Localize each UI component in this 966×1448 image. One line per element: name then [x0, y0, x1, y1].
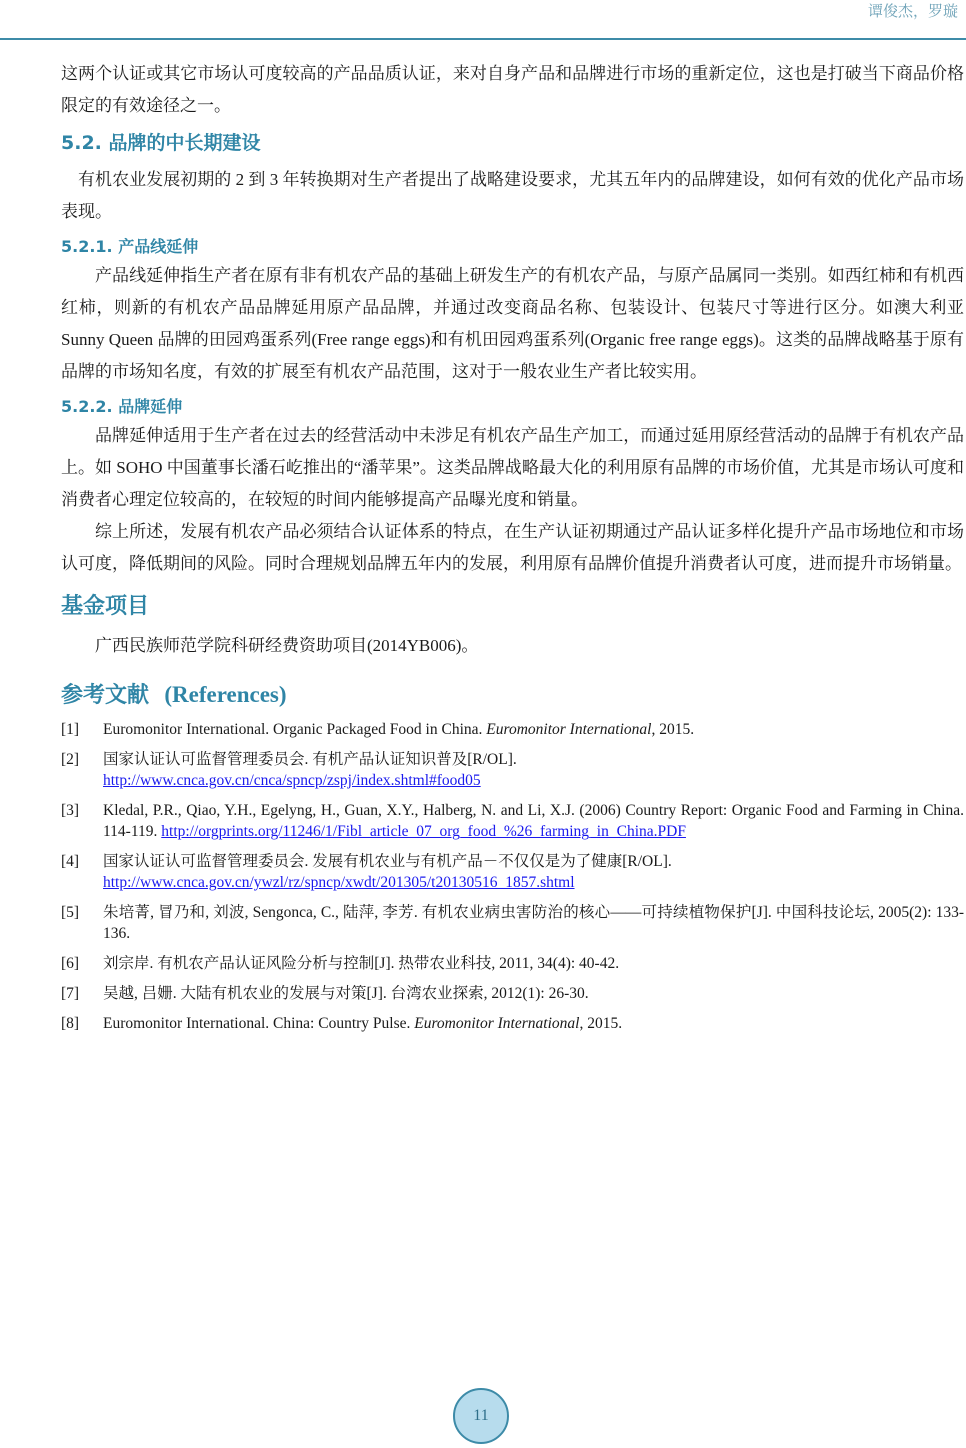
reference-number: [2] — [61, 751, 80, 768]
reference-number: [6] — [61, 955, 80, 972]
reference-text — [103, 851, 964, 893]
section-5-2-2-paragraph: 品牌延伸适用于生产者在过去的经营活动中未涉足有机农产品生产加工，而通过延用原经营活动的品牌于有机农产品上。如 SOHO 中国董事长潘石屹推出的“潘苹果”。这类品牌战略最大化的利用原有品牌的市场价值，尤其是市场认可度和消费者心理定位较高的，在较短的时间内能够提高产品曝光度和销量。 — [61, 426, 964, 509]
page-number-badge: 11 — [453, 1388, 509, 1444]
page-header — [0, 0, 966, 40]
reference-number: [7] — [61, 985, 80, 1002]
reference-item — [61, 749, 964, 791]
reference-link[interactable]: http://orgprints.org/11246/1/Fibl_article_07_org_food_%26_farming_in_China.PDF — [161, 823, 686, 840]
reference-journal: Euromonitor International — [414, 1015, 580, 1032]
funding-paragraph: 广西民族师范学院科研经费资助项目(2014YB006)。 — [95, 636, 479, 655]
reference-text: 刘宗岸. 有机农产品认证风险分析与控制[J]. 热带农业科技, 2011, 34(4): 40-42. — [103, 955, 620, 972]
reference-text-part: , 2015. — [651, 721, 695, 738]
reference-item — [61, 953, 964, 974]
summary-paragraph: 综上所述，发展有机农产品必须结合认证体系的特点，在生产认证初期通过产品认证多样化提升产品市场地位和市场认可度，降低期间的风险。同时合理规划品牌五年内的发展，利用原有品牌价值提升消费者认可度，进而提升市场销量。 — [61, 522, 964, 573]
reference-number: [8] — [61, 1015, 80, 1032]
section-5-2-1-heading: 5.2.1. 产品线延伸 — [61, 237, 199, 256]
reference-item — [61, 719, 964, 740]
reference-text-part: Kledal, P.R., Qiao, Y.H., Egelyng, H., Guan, X.Y., Halberg, N. and Li, X.J. (2006) Country Report: Organic Food and Farming in China. 114-119. — [103, 802, 964, 840]
reference-text — [103, 800, 964, 842]
section-5-2-heading: 5.2. 品牌的中长期建设 — [61, 132, 261, 154]
reference-link[interactable]: http://www.cnca.gov.cn/ywzl/rz/spncp/xwdt/201305/t20130516_1857.shtml — [103, 874, 575, 891]
references-title-en: (References) — [164, 682, 287, 707]
reference-link[interactable]: http://www.cnca.gov.cn/cnca/spncp/zspj/index.shtml#food05 — [103, 772, 481, 789]
reference-text-part: , 2015. — [579, 1015, 623, 1032]
references-title-cn: 参考文献 — [61, 683, 150, 708]
intro-paragraph: 这两个认证或其它市场认可度较高的产品品质认证，来对自身产品和品牌进行市场的重新定位，这也是打破当下商品价格限定的有效途径之一。 — [61, 64, 964, 115]
reference-text — [103, 1013, 964, 1034]
reference-text: 朱培菁, 冒乃和, 刘波, Sengonca, C., 陆萍, 李芳. 有机农业病虫害防治的核心——可持续植物保护[J]. 中国科技论坛, 2005(2): 133-136. — [103, 904, 964, 942]
reference-text: 吴越, 吕姗. 大陆有机农业的发展与对策[J]. 台湾农业探索, 2012(1): 26-30. — [103, 985, 589, 1002]
reference-number: [5] — [61, 904, 80, 921]
reference-item — [61, 983, 964, 1004]
reference-number: [1] — [61, 721, 80, 738]
reference-item — [61, 902, 964, 944]
header-rule — [0, 38, 966, 40]
reference-list — [61, 719, 964, 1034]
section-5-2-1-paragraph: 产品线延伸指生产者在原有非有机农产品的基础上研发生产的有机农产品，与原产品属同一类别。如西红柿和有机西红柿，则新的有机农产品品牌延用原产品品牌，并通过改变商品名称、包装设计、包装尺寸等进行区分。如澳大利亚 Sunny Queen 品牌的田园鸡蛋系列(Free range eggs)和有机田园鸡蛋系列(Organic free range eggs)。这类的品牌战略基于原有品牌的市场知名度，有效的扩展至有机农产品范围，这对于一般农业生产者比较实用。 — [61, 266, 964, 381]
section-5-2-2-heading: 5.2.2. 品牌延伸 — [61, 397, 183, 416]
reference-journal: Euromonitor International — [486, 721, 652, 738]
reference-text — [103, 719, 964, 740]
reference-text — [103, 749, 964, 791]
reference-item — [61, 800, 964, 842]
reference-text-part: 国家认证认可监督管理委员会. 发展有机农业与有机产品－不仅仅是为了健康[R/OL]. — [103, 853, 672, 870]
funding-heading: 基金项目 — [61, 594, 150, 619]
reference-number: [4] — [61, 853, 80, 870]
reference-text-part: 国家认证认可监督管理委员会. 有机产品认证知识普及[R/OL]. — [103, 751, 517, 768]
running-head-authors: 谭俊杰，罗璇 — [867, 4, 958, 20]
reference-number: [3] — [61, 802, 80, 819]
page-content — [61, 58, 964, 1043]
references-heading — [61, 676, 964, 715]
reference-item — [61, 1013, 964, 1034]
reference-text-part: Euromonitor International. China: Country Pulse. — [103, 1015, 415, 1032]
reference-item — [61, 851, 964, 893]
section-5-2-paragraph: 有机农业发展初期的 2 到 3 年转换期对生产者提出了战略建设要求，尤其五年内的品牌建设，如何有效的优化产品市场表现。 — [61, 170, 964, 221]
reference-text-part: Euromonitor International. Organic Packaged Food in China. — [103, 721, 487, 738]
